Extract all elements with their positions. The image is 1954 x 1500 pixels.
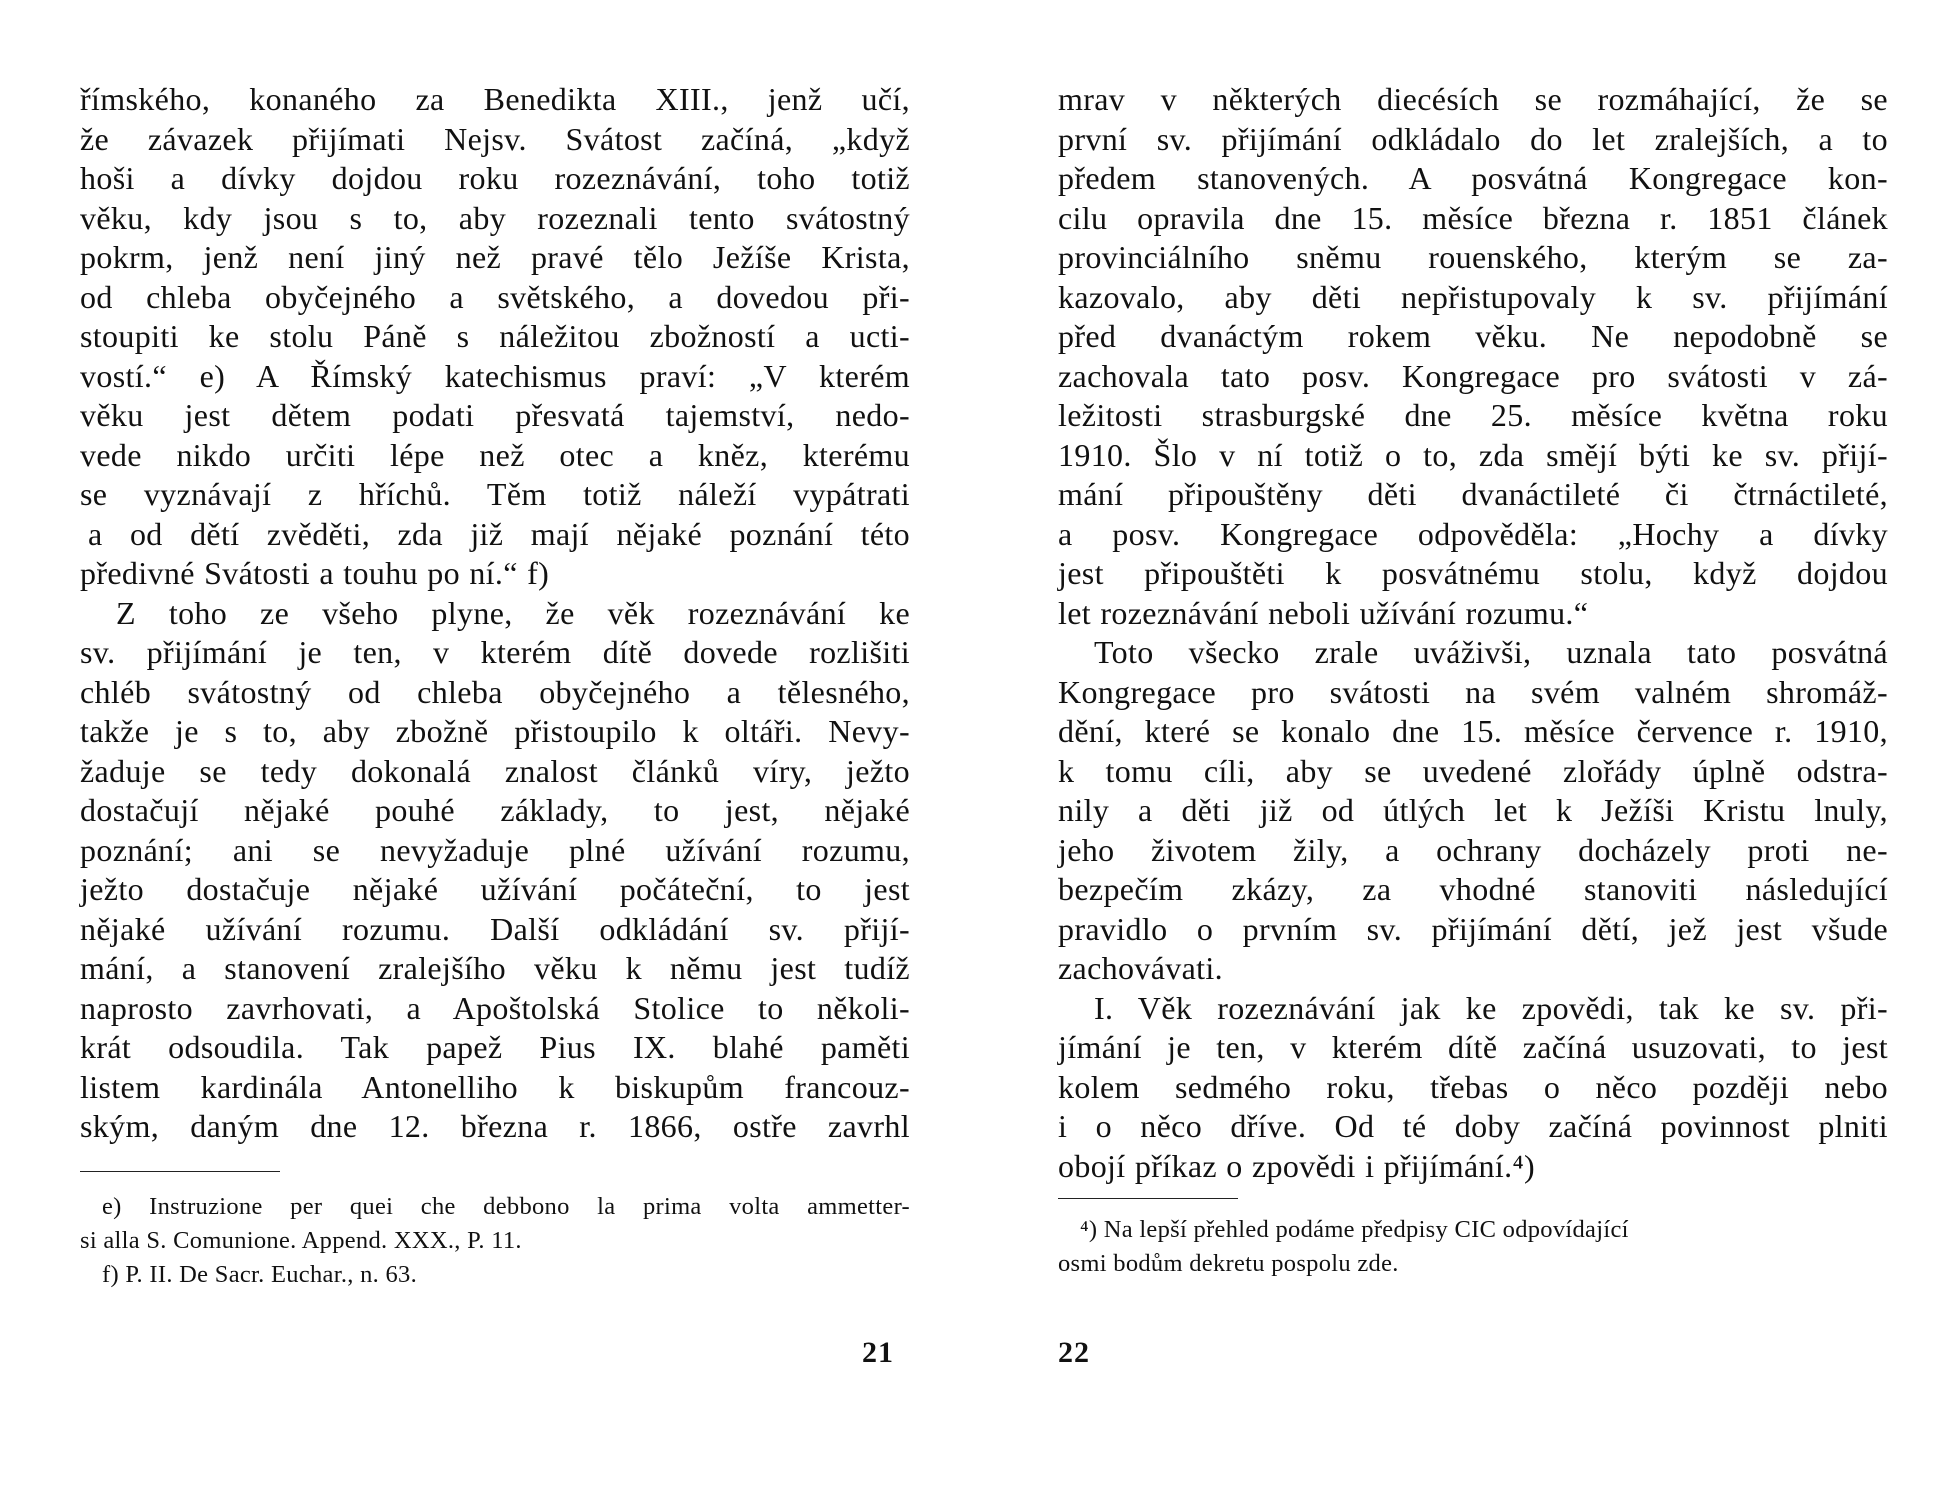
text-line: i o něco dříve. Od té doby začíná povinnost plniti: [1058, 1108, 1888, 1144]
text-line: nějaké užívání rozumu. Další odkládání sv. přijí-: [80, 910, 910, 947]
paragraph-start-line: Z toho ze všeho plyne, že věk rozeznávání ke: [116, 594, 910, 631]
right-page: [1058, 80, 1888, 1281]
text-line: jest připouštěti k posvátnému stolu, když dojdou: [1058, 555, 1888, 591]
text-line: nily a děti již od útlých let k Ježíši Kristu lnuly,: [1058, 792, 1888, 828]
text-line: listem kardinála Antonelliho k biskupům francouz-: [80, 1068, 910, 1105]
text-line: k tomu cíli, aby se uvedené zlořády úplně odstra-: [1058, 752, 1888, 789]
text-line: Kongregace pro svátosti na svém valném shromáž-: [1058, 673, 1888, 710]
footnote-line: e) Instruzione per quei che debbono la prima volta ammetter-: [102, 1192, 910, 1220]
text-line: bezpečím zkázy, za vhodné stanoviti následující: [1058, 871, 1888, 907]
text-line: dostačují nějaké pouhé základy, to jest, nějaké: [80, 792, 910, 828]
left-page-footnotes: [80, 1190, 910, 1292]
text-line: vostí.“ e) A Římský katechismus praví: „V kterém: [80, 357, 910, 394]
text-line: a od dětí zvěděti, zda již mají nějaké poznání této: [88, 515, 910, 552]
text-line: kazovalo, aby děti nepřistupovaly k sv. přijímání: [1058, 278, 1888, 315]
text-line: se vyznávají z hříchů. Těm totiž náleží vypátrati: [80, 476, 910, 512]
paragraph-start-line: I. Věk rozeznávání jak ke zpovědi, tak ke sv. při-: [1094, 989, 1888, 1026]
text-line: mání, a stanovení zralejšího věku k němu jest tudíž: [80, 950, 910, 986]
text-line: ským, daným dne 12. března r. 1866, ostře zavrhl: [80, 1108, 910, 1144]
page-number-right: 22: [1058, 1336, 1090, 1369]
text-line: dění, které se konalo dne 15. měsíce července r. 1910,: [1058, 713, 1888, 749]
text-line: věku jest dětem podati přesvatá tajemství, nedo-: [80, 397, 910, 433]
text-line: kolem sedmého roku, třebas o něco později nebo: [1058, 1068, 1888, 1105]
text-line: žaduje se tedy dokonalá znalost článků víry, ježto: [80, 752, 910, 789]
text-line: naprosto zavrhovati, a Apoštolská Stolice to několi-: [80, 989, 910, 1026]
text-line: cilu opravila dne 15. měsíce března r. 1851 článek: [1058, 199, 1888, 236]
text-line: hoši a dívky dojdou roku rozeznávání, toho totiž: [80, 160, 910, 196]
text-line: 1910. Šlo v ní totiž o to, zda smějí býti ke sv. přijí-: [1058, 436, 1888, 473]
footnote-line: osmi bodům dekretu pospolu zde.: [1058, 1250, 1399, 1277]
text-line: mání připouštěny děti dvanáctileté či čtrnáctileté,: [1058, 476, 1888, 512]
text-line: mrav v některých diecésích se rozmáhající, že se: [1058, 81, 1888, 117]
text-line: krát odsoudila. Tak papež Pius IX. blahé paměti: [80, 1029, 910, 1065]
paragraph-start-line: Toto všecko zrale uváživši, uznala tato posvátná: [1094, 634, 1888, 670]
text-line: předivné Svátosti a touhu po ní.“ f): [80, 555, 550, 591]
text-line: stoupiti ke stolu Páně s náležitou zbožností a ucti-: [80, 318, 910, 354]
text-line: od chleba obyčejného a světského, a dovedou při-: [80, 278, 910, 315]
footnote-divider: [80, 1171, 280, 1172]
right-page-footnotes: [1058, 1213, 1888, 1281]
text-line: před dvanáctým rokem věku. Ne nepodobně se: [1058, 318, 1888, 354]
text-line: provinciálního sněmu rouenského, kterým se za-: [1058, 239, 1888, 275]
text-line: předem stanovených. A posvátná Kongregace kon-: [1058, 160, 1888, 196]
text-line: ležitosti strasburgské dne 25. měsíce května roku: [1058, 397, 1888, 433]
left-page-body: [80, 80, 910, 1147]
text-line: pokrm, jenž není jiný než pravé tělo Ježíše Krista,: [80, 239, 910, 275]
footnote-line: f) P. II. De Sacr. Euchar., n. 63.: [102, 1260, 418, 1288]
text-line: jímání je ten, v kterém dítě začíná usuzovati, to jest: [1058, 1029, 1888, 1065]
text-line: věku, kdy jsou s to, aby rozeznali tento svátostný: [80, 199, 910, 236]
page-number-left: 21: [862, 1336, 894, 1369]
text-line: římského, konaného za Benedikta XIII., jenž učí,: [80, 81, 910, 117]
text-line: let rozeznávání neboli užívání rozumu.“: [1058, 594, 1589, 631]
text-line: první sv. přijímání odkládalo do let zralejších, a to: [1058, 120, 1888, 157]
text-line: ježto dostačuje nějaké užívání počáteční, to jest: [80, 871, 910, 907]
text-line: jeho životem žily, a ochrany docházely proti ne-: [1058, 831, 1888, 868]
text-line: obojí příkaz o zpovědi i přijímání.⁴): [1058, 1147, 1535, 1184]
text-line: poznání; ani se nevyžaduje plné užívání rozumu,: [80, 831, 910, 868]
text-line: pravidlo o prvním sv. přijímání dětí, jež jest všude: [1058, 910, 1888, 947]
text-line: vede nikdo určiti lépe než otec a kněz, kterému: [80, 436, 910, 473]
text-line: a posv. Kongregace odpověděla: „Hochy a dívky: [1058, 515, 1888, 552]
text-line: že závazek přijímati Nejsv. Svátost začíná, „když: [80, 120, 910, 157]
text-line: zachovala tato posv. Kongregace pro svátosti v zá-: [1058, 357, 1888, 394]
footnote-divider: [1058, 1198, 1238, 1199]
footnote-line: si alla S. Comunione. Append. XXX., P. 11.: [80, 1226, 522, 1254]
text-line: sv. přijímání je ten, v kterém dítě dovede rozlišiti: [80, 634, 910, 670]
left-page: [80, 80, 910, 1292]
text-line: chléb svátostný od chleba obyčejného a tělesného,: [80, 673, 910, 710]
footnote-line: ⁴) Na lepší přehled podáme předpisy CIC odpovídající: [1080, 1216, 1629, 1243]
text-line: takže je s to, aby zbožně přistoupilo k oltáři. Nevy-: [80, 713, 910, 749]
text-line: zachovávati.: [1058, 950, 1223, 986]
right-page-body: [1058, 80, 1888, 1186]
